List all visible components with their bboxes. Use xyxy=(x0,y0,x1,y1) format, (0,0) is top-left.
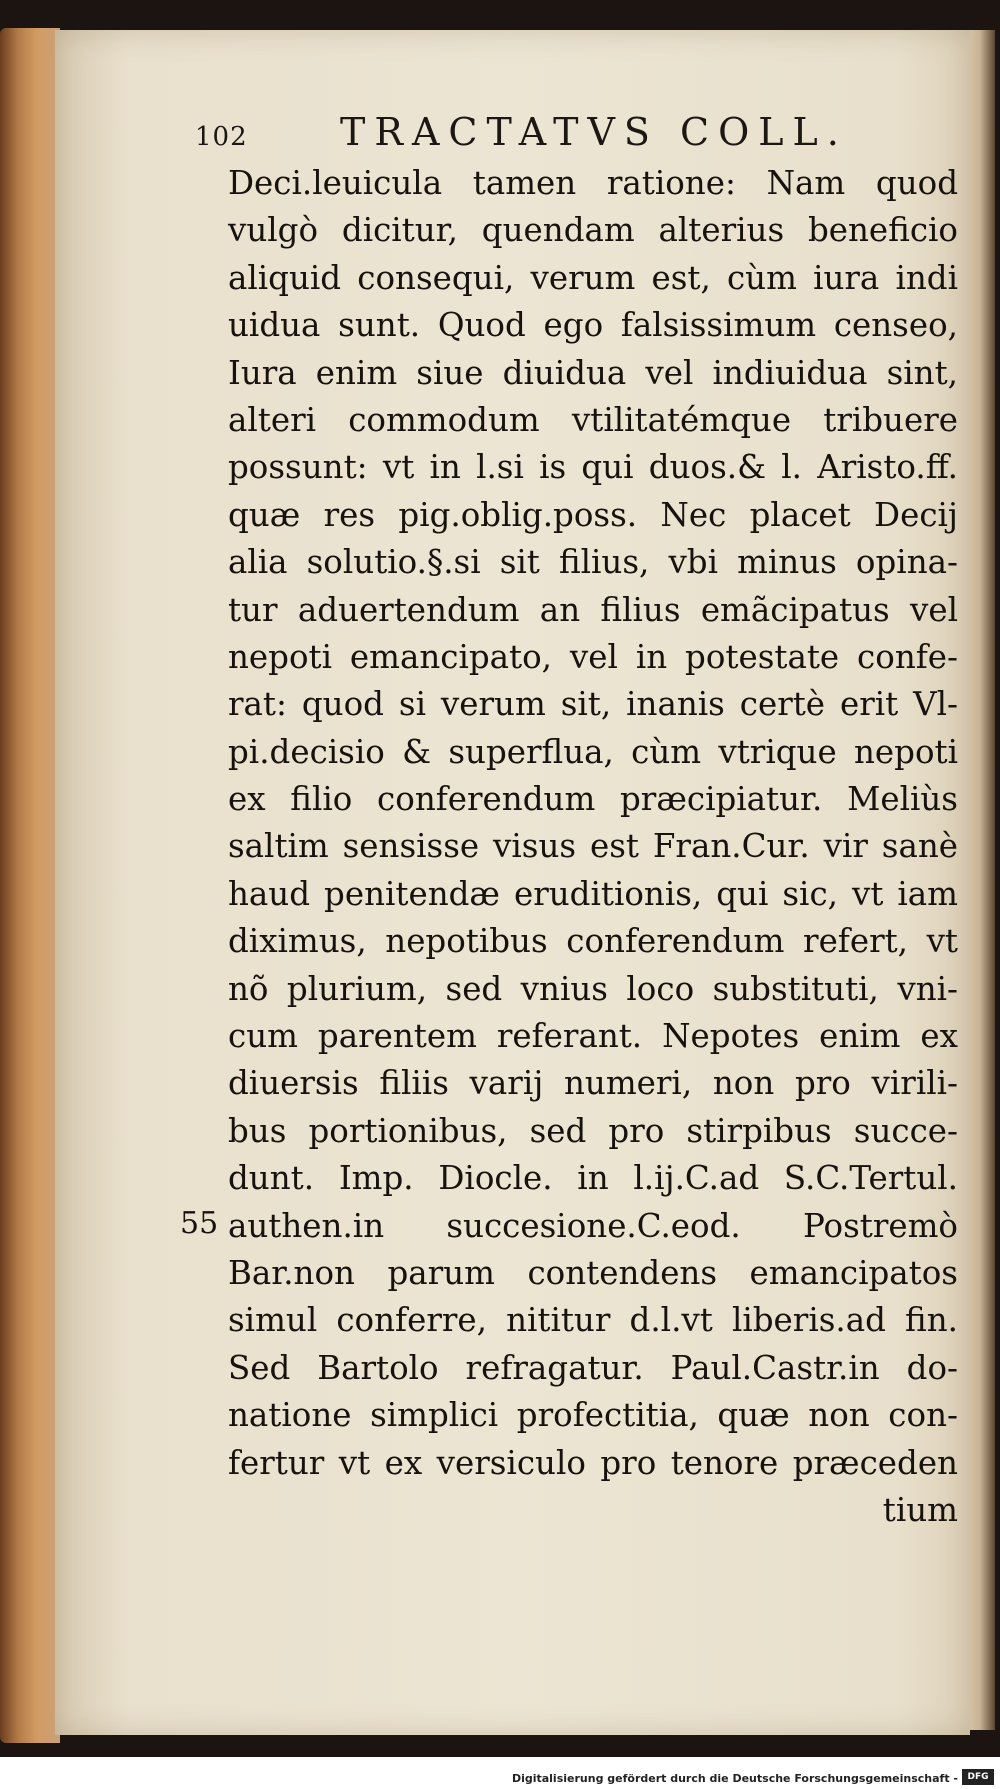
book-spine xyxy=(0,28,60,1743)
text-line: cum parentem referant. Nepotes enim ex xyxy=(228,1017,958,1056)
text-line: Iura enim siue diuidua vel indiuidua sint, xyxy=(228,353,958,392)
text-line: bus portionibus, sed pro stirpibus succe- xyxy=(228,1111,958,1150)
dfg-logo: DFG xyxy=(962,1769,994,1785)
text-line: Bar.non parum contendens emancipatos xyxy=(228,1253,958,1292)
text-line: simul conferre, nititur d.l.vt liberis.ad fin. xyxy=(228,1301,958,1340)
text-line: haud penitendæ eruditionis, qui sic, vt iam xyxy=(228,874,958,913)
text-line: rat: quod si verum sit, inanis certè erit Vl- xyxy=(228,685,958,724)
text-line: natione simplici profectitia, quæ non con- xyxy=(228,1396,958,1435)
catchword: tium xyxy=(882,1490,958,1529)
text-line: quæ res pig.oblig.poss. Nec placet Decij xyxy=(228,495,958,534)
text-line: vulgò dicitur, quendam alterius beneficio xyxy=(228,211,958,250)
text-line: nõ plurium, sed vnius loco substituti, vni- xyxy=(228,969,958,1008)
page-header xyxy=(195,110,885,160)
page-number: 102 xyxy=(195,122,248,152)
text-line: aliquid consequi, verum est, cùm iura indi xyxy=(228,258,958,297)
text-line: tur aduertendum an filius emãcipatus vel xyxy=(228,590,958,629)
text-line: alia solutio.§.si sit filius, vbi minus opina- xyxy=(228,543,958,582)
running-title: TRACTATVS COLL. xyxy=(340,110,848,154)
text-line: alteri commodum vtilitatémque tribuere xyxy=(228,400,958,439)
body-text xyxy=(228,160,958,1534)
text-line: authen.in succesione.C.eod. Postremò xyxy=(228,1206,958,1245)
margin-note: 55 xyxy=(180,1206,219,1241)
text-line: Sed Bartolo refragatur. Paul.Castr.in do- xyxy=(228,1348,958,1387)
text-line: Deci.leuicula tamen ratione: Nam quod xyxy=(228,164,958,202)
text-line: pi.decisio & superflua, cùm vtrique nepoti xyxy=(228,732,958,771)
text-line: saltim sensisse visus est Fran.Cur. vir sanè xyxy=(228,827,958,866)
text-line: nepoti emancipato, vel in potestate confe- xyxy=(228,637,958,676)
digitization-credit: Digitalisierung gefördert durch die Deutsche Forschungsgemeinschaft - xyxy=(511,1772,958,1785)
text-line: diximus, nepotibus conferendum refert, vt xyxy=(228,922,958,961)
text-line: uidua sunt. Quod ego falsissimum censeo, xyxy=(228,306,958,345)
text-line: ex filio conferendum præcipiatur. Meliùs xyxy=(228,780,958,819)
text-line: fertur vt ex versiculo pro tenore præceden xyxy=(228,1443,958,1482)
text-line: diuersis filiis varij numeri, non pro virili- xyxy=(228,1064,958,1103)
text-line: possunt: vt in l.si is qui duos.& l. Aristo.ff. xyxy=(228,448,958,487)
text-line: dunt. Imp. Diocle. in l.ij.C.ad S.C.Tertul. xyxy=(228,1159,958,1198)
